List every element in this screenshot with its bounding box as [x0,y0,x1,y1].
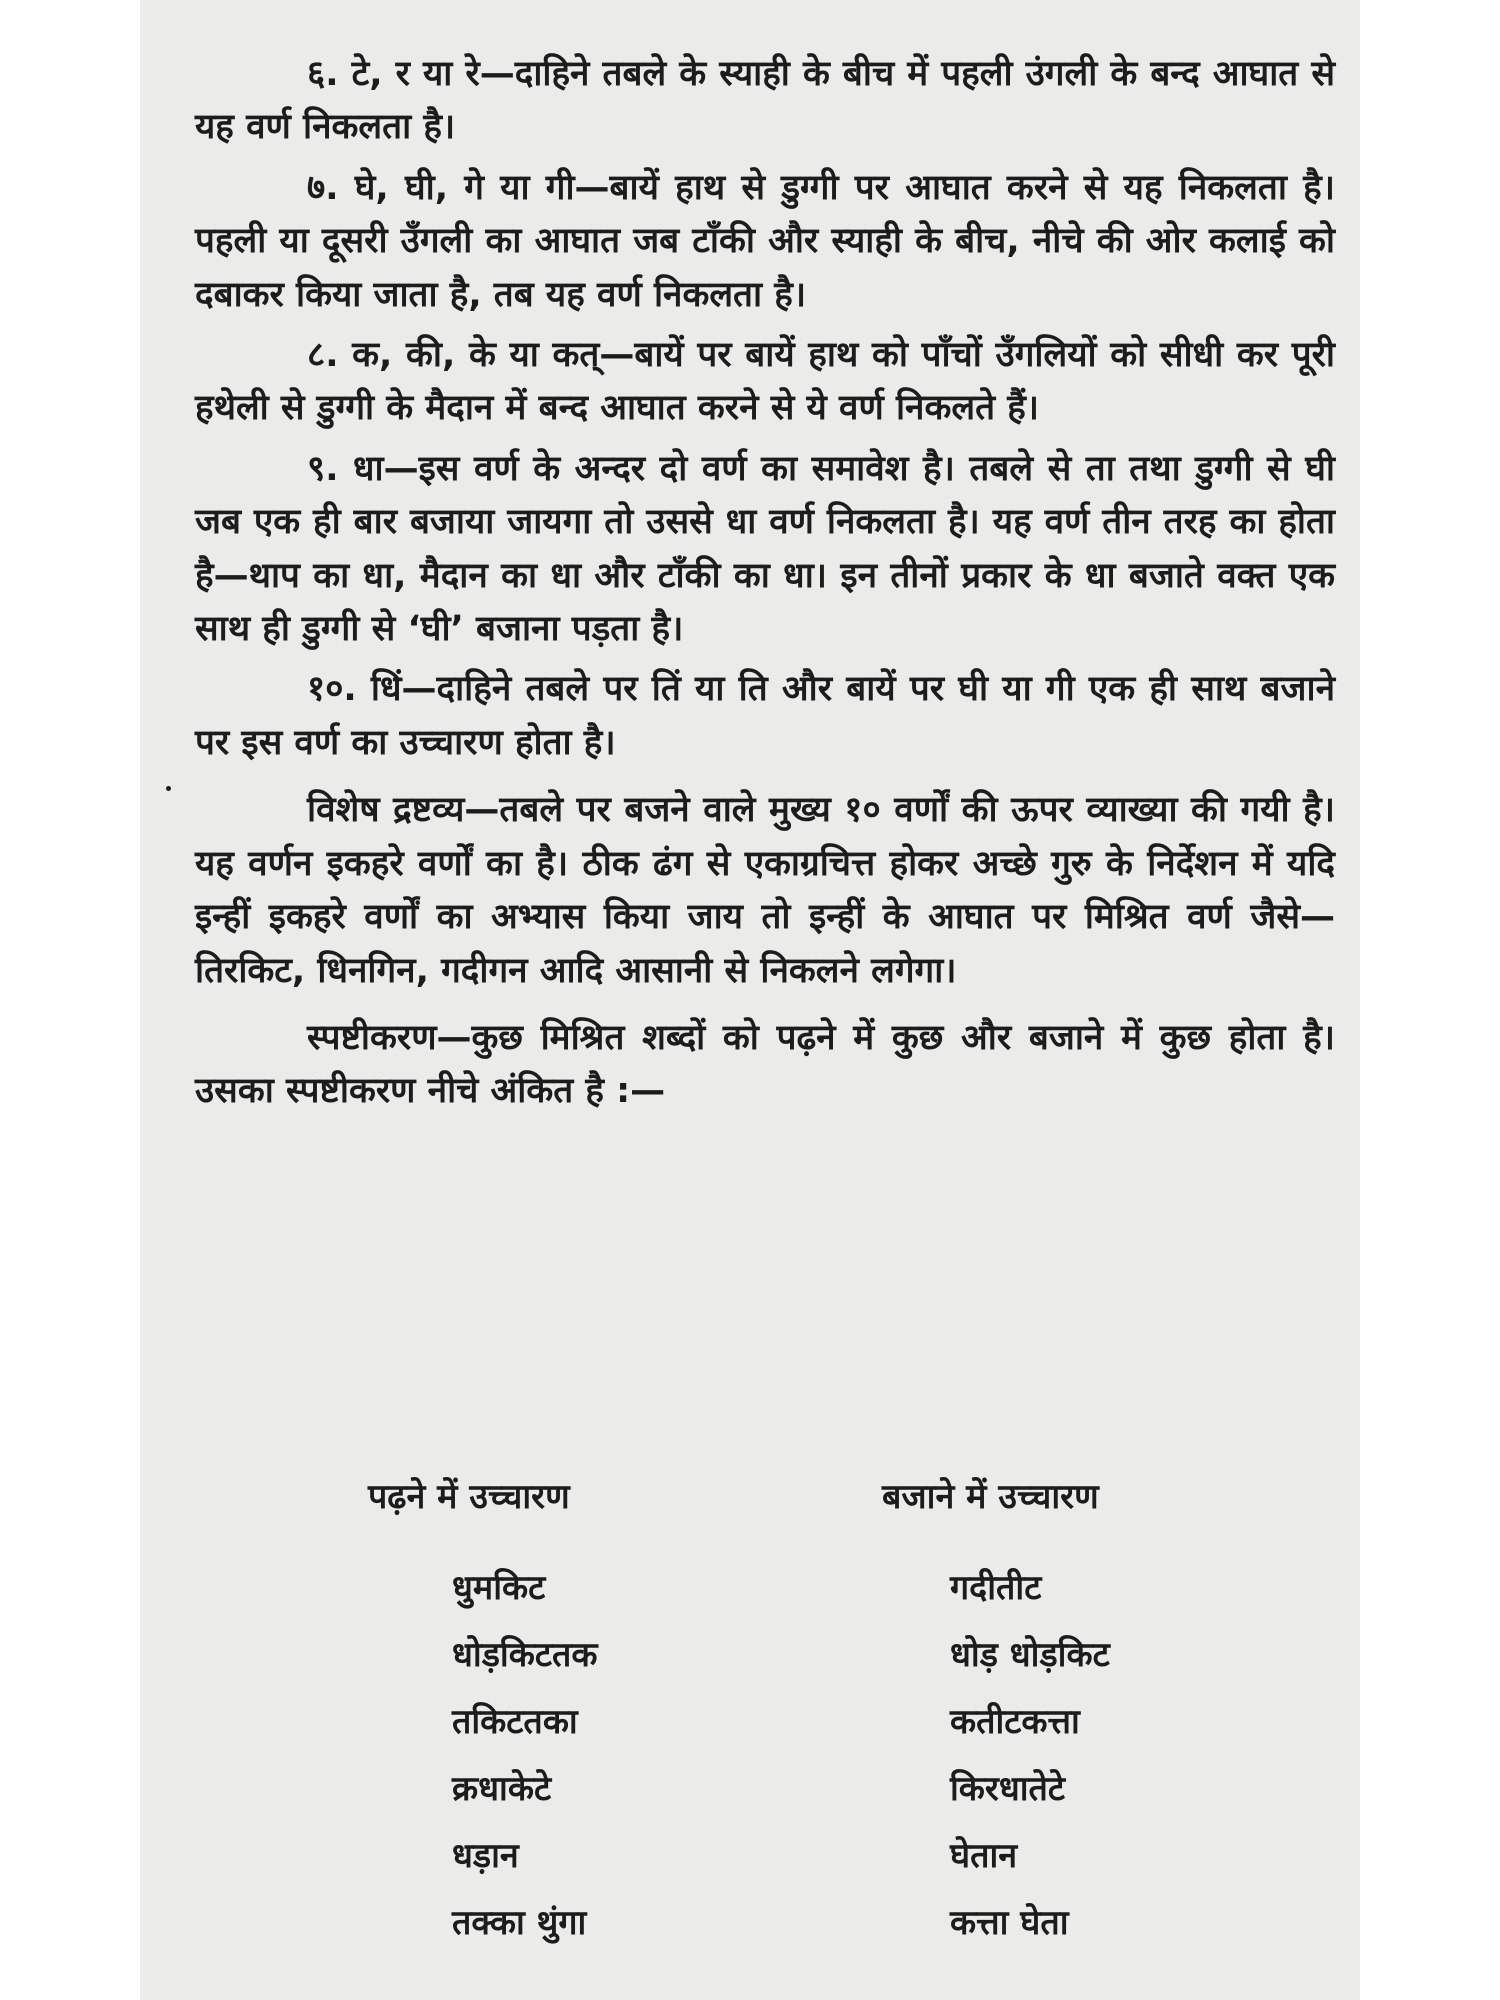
body-text [195,48,1335,1119]
read-word-5: धड़ान [452,1836,519,1876]
read-word-6: तक्का थुंगा [452,1903,587,1943]
play-word-3: कतीटकत्ता [950,1702,1080,1742]
read-word-3: तकिटतका [452,1702,578,1742]
play-word-5: घेतान [950,1836,1018,1876]
read-word-4: क्रधाकेटे [452,1769,552,1809]
paragraph-item-7: ७. घे, घी, गे या गी—बायें हाथ से डुग्गी पर आघात करने से यह निकलता है। पहली या दूसरी उँगली का आघात जब टाँकी और स्याही के बीच, नीचे की ओर कलाई को दबाकर किया जाता है, तब यह वर्ण निकलता है। [195,167,1335,315]
read-word-1: धुमकिट [452,1568,546,1608]
paragraph-special-note: विशेष द्रष्टव्य—तबले पर बजने वाले मुख्य १० वर्णों की ऊपर व्याख्या की गयी है। यह वर्णन इकहरे वर्णों का है। ठीक ढंग से एकाग्रचित्त होकर अच्छे गुरु के निर्देशन में यदि इन्हीं इकहरे वर्णों का अभ्यास किया जाय तो इन्हीं के आघात पर मिश्रित वर्ण जैसे—तिरकिट, धिनगिन, गदीगन आदि आसानी से निकलने लगेगा। [195,790,1335,991]
play-word-4: किरधातेटे [950,1769,1066,1809]
read-word-2: धोड़किटतक [452,1635,598,1675]
paragraph-item-8: ८. क, की, के या कत्—बायें पर बायें हाथ को पाँचों उँगलियों को सीधी कर पूरी हथेली से डुग्गी के मैदान में बन्द आघात करने से ये वर्ण निकलते हैं। [195,335,1335,429]
column-heading-reading: पढ़ने में उच्चारण [368,1477,570,1517]
paragraph-clarification: स्पष्टीकरण—कुछ मिश्रित शब्दों को पढ़ने में कुछ और बजाने में कुछ होता है। उसका स्पष्टीकरण नीचे अंकित है :— [195,1017,1335,1112]
paragraph-item-9: ९. धा—इस वर्ण के अन्दर दो वर्ण का समावेश है। तबले से ता तथा डुग्गी से घी जब एक ही बार बजाया जायगा तो उससे धा वर्ण निकलता है। यह वर्ण तीन तरह का होता है—थाप का धा, मैदान का धा और टाँकी का धा। इन तीनों प्रकार के धा बजाते वक्त एक साथ ही डुग्गी से ‘घी’ बजाना पड़ता है। [195,448,1335,650]
column-heading-playing: बजाने में उच्चारण [882,1477,1099,1517]
paragraph-item-10: १०. धिं—दाहिने तबले पर तिं या ति और बायें पर घी या गी एक ही साथ बजाने पर इस वर्ण का उच्चारण होता है। [195,669,1335,763]
ink-speck [166,786,171,791]
play-word-2: धोड़ धोड़किट [950,1635,1110,1675]
paragraph-item-6: ६. टे, र या रे—दाहिने तबले के स्याही के बीच में पहली उंगली के बन्द आघात से यह वर्ण निकलता है। [195,54,1335,148]
play-word-6: कत्ता घेता [950,1903,1069,1943]
play-word-1: गदीतीट [950,1568,1042,1608]
